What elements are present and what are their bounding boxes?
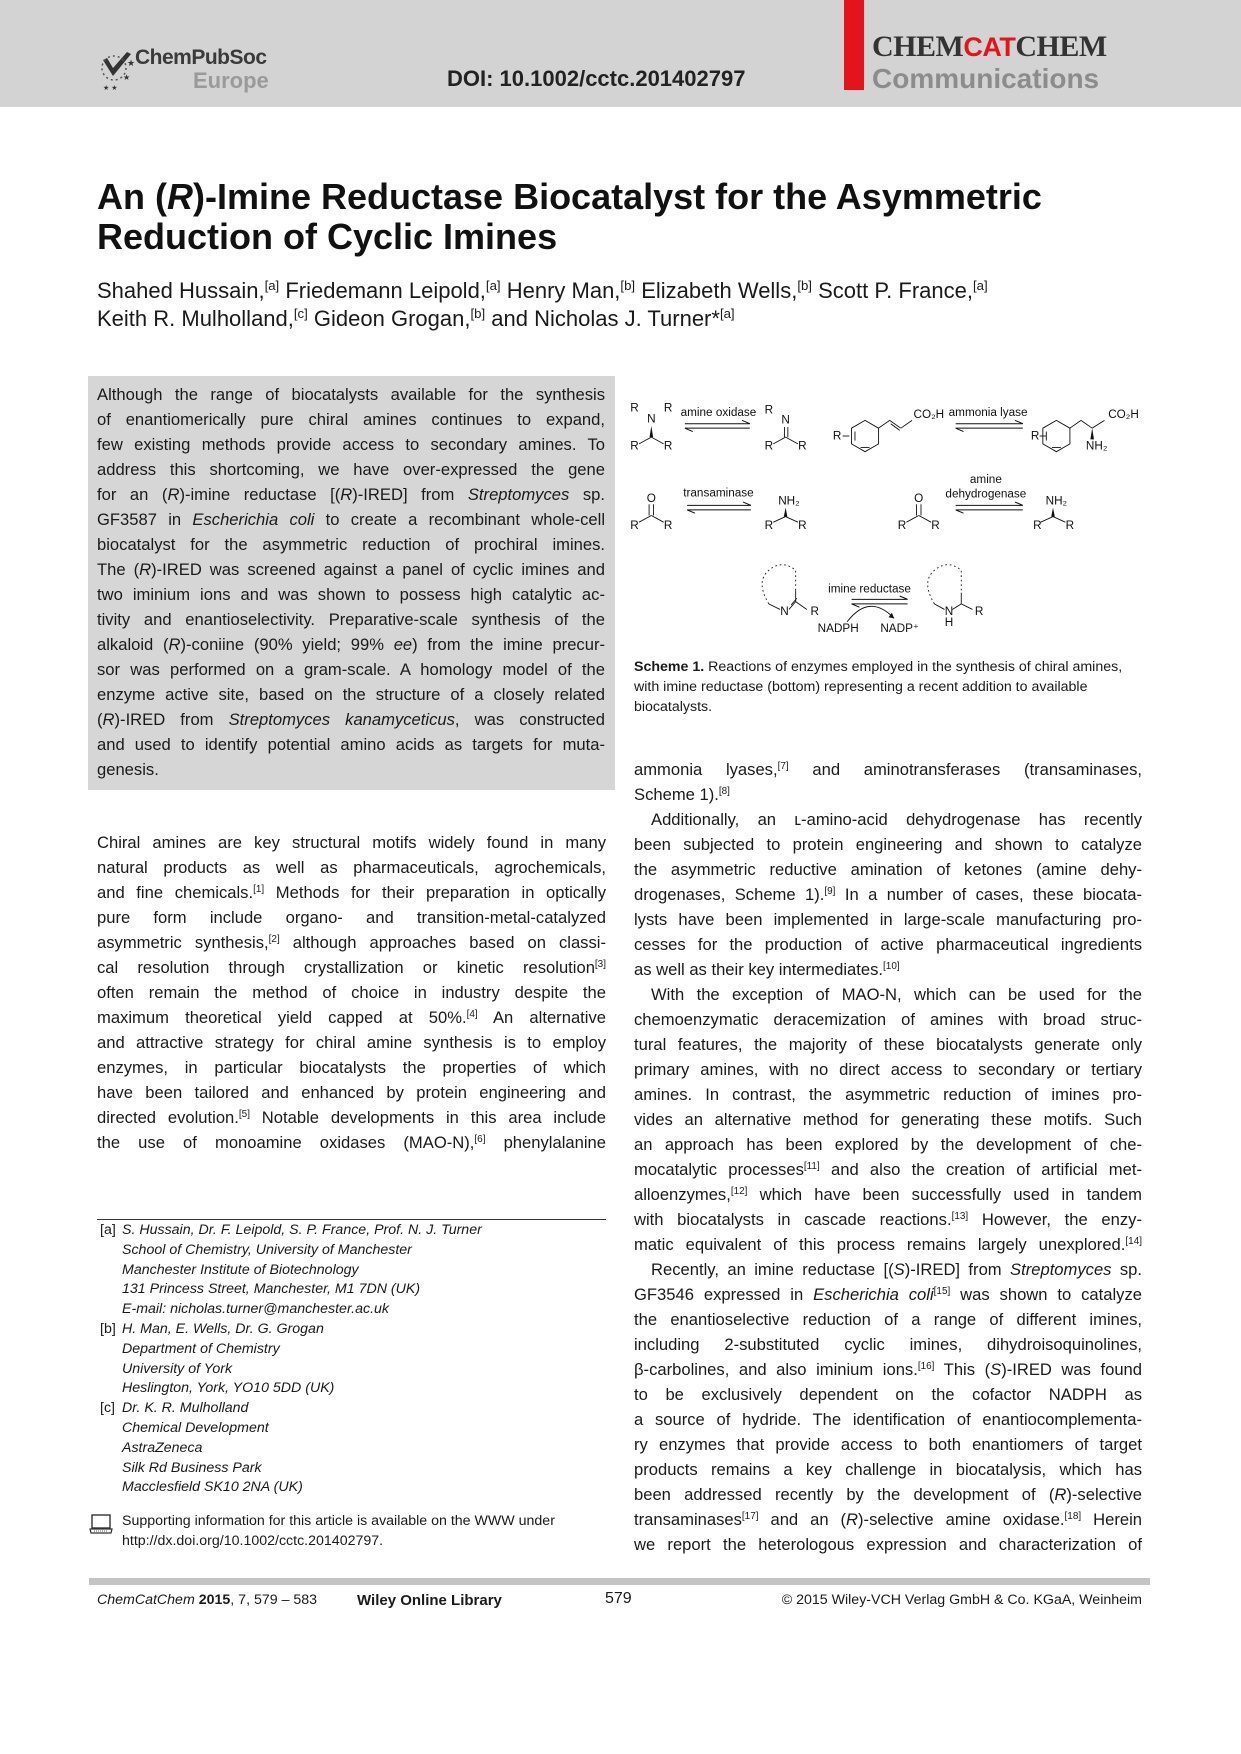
wedge-bond (1090, 428, 1094, 439)
italic-text: ee (393, 635, 413, 654)
text-line: have been tailored and enhanced by protein engineering and (97, 1083, 606, 1102)
bond (796, 602, 807, 610)
journal-title (872, 30, 1107, 64)
reference-superscript: [c] (293, 306, 308, 322)
svg-text:★ ★: ★ ★ (103, 85, 118, 92)
affiliation-line: Department of Chemistry (122, 1340, 280, 1357)
italic-text: S (893, 1260, 905, 1279)
text-line: genesis. (97, 760, 159, 779)
affiliation-line: S. Hussain, Dr. F. Leipold, S. P. France, Prof. N. J. Turner (122, 1222, 482, 1238)
text-line: an approach has been explored by the development of che- (634, 1135, 1142, 1154)
benzene-ring (852, 420, 879, 451)
bond (773, 437, 785, 444)
affiliation-line: Chemical Development (122, 1419, 269, 1436)
italic-text: Streptomyces (467, 485, 570, 504)
text-line: the enantioselective reduction of a range of different imines, (634, 1310, 1142, 1329)
affiliation-line: School of Chemistry, University of Manchester (122, 1241, 412, 1258)
text-line: natural products as well as pharmaceuticals, agrochemicals, (97, 858, 606, 877)
text-line: GF3587 in Escherichia coli to create a recombinant whole-cell (97, 510, 605, 529)
wedge-bond (1051, 508, 1055, 517)
chempubsoc-emblem-icon (97, 46, 137, 96)
text-line: ry enzymes that provide access to both enantiomers of target (634, 1435, 1142, 1454)
svg-text:★: ★ (127, 58, 136, 68)
affiliation-line: Dr. K. R. Mulholland (122, 1400, 249, 1417)
text-line: with biocatalysts in cascade reactions.[13] However, the enzy- (634, 1210, 1142, 1229)
italic-text: R (168, 635, 181, 654)
affiliation-entry (97, 1399, 617, 1498)
text-line: vides an alternative method for generating these motifs. Such (634, 1110, 1142, 1129)
forward-arrow (956, 502, 1023, 505)
reference-superscript: [a] (973, 278, 988, 294)
affiliation-line: AstraZeneca (122, 1439, 203, 1456)
text-line: the use of monoamine oxidases (MAO-N),[6] phenylalanine (97, 1133, 606, 1152)
text-line: β-carbolines, and also iminium ions.[16] This (S)-IRED was found (634, 1360, 1142, 1379)
enzyme-label-ammonia-lyase: ammonia lyase (948, 405, 1028, 419)
atom-r: R (663, 439, 673, 453)
enzyme-label-transaminase: transaminase (683, 486, 754, 500)
bond (1070, 420, 1081, 428)
reverse-arrow (852, 604, 908, 607)
text-line: we report the heterologous expression and characterization of (634, 1535, 1142, 1554)
italic-text: R (340, 485, 353, 504)
reference-superscript: [8] (718, 786, 730, 798)
publisher-name: ChemPubSoc (135, 46, 267, 69)
text-line: GF3546 expressed in Escherichia coli[15] was shown to catalyze (634, 1285, 1142, 1304)
wedge-bond (650, 426, 654, 437)
journal-accent-bar (844, 0, 864, 90)
atom-r: R (764, 518, 774, 532)
atom-r: R (798, 439, 807, 453)
text-line: of enantiomerically pure chiral amines continues to expand, (97, 410, 605, 429)
group-nh2: NH₂ (1085, 439, 1108, 453)
copyright: © 2015 Wiley-VCH Verlag GmbH & Co. KGaA, Weinheim (781, 1592, 1142, 1608)
reference-superscript: [6] (474, 1134, 486, 1146)
affiliation-line: H. Man, E. Wells, Dr. G. Grogan (122, 1320, 324, 1337)
bond (651, 437, 663, 444)
bond (639, 515, 651, 522)
supporting-info-text: Supporting information for this article is available on the WWW under (122, 1513, 555, 1529)
text-line: sor was performed on a gram-scale. A homology model of the (97, 660, 605, 679)
reference-superscript: [16] (917, 1361, 935, 1373)
chempubsoc-logo (97, 46, 287, 98)
author-list (97, 277, 988, 333)
reference-superscript: [9] (824, 886, 836, 898)
bond (901, 420, 912, 428)
text-line: tural features, the majority of these biocatalysts generate only (634, 1035, 1142, 1054)
text-line: Scheme 1).[8] (634, 785, 730, 804)
reference-superscript: [15] (933, 1286, 951, 1298)
supporting-information-note (97, 1512, 617, 1552)
reference-superscript: [11] (803, 1161, 820, 1173)
bond (1041, 517, 1053, 523)
text-line: for an (R)-imine reductase [(R)-IRED] from Streptomyces sp. (97, 485, 605, 504)
text-line: matic equivalent of this process remains largely unexplored.[14] (634, 1235, 1142, 1254)
citation-year: 2015 (198, 1592, 231, 1608)
atom-n: N (781, 413, 790, 427)
reference-superscript: [13] (951, 1211, 969, 1223)
atom-r: R (764, 403, 774, 417)
reference-superscript: [3] (594, 959, 606, 971)
body-column-right (634, 757, 1142, 1557)
affiliation-entry (97, 1320, 617, 1399)
text-line: drogenases, Scheme 1).[9] In a number of cases, these biocata- (634, 885, 1142, 904)
benzene-ring (1043, 420, 1070, 451)
reference-superscript: [5] (238, 1109, 250, 1121)
text-line: The (R)-IRED was screened against a panel of cyclic imines and (97, 560, 605, 579)
forward-arrow (852, 596, 908, 599)
atom-n: N (944, 605, 954, 619)
atom-r: R (798, 518, 807, 532)
forward-arrow (685, 420, 750, 423)
text-line: primary amines, with no direct access to secondary or tertiary (634, 1060, 1142, 1079)
bond (952, 604, 961, 610)
cofactor-nadph: NADPH (817, 621, 859, 635)
atom-r: R (1065, 518, 1075, 532)
text-line: (R)-IRED from Streptomyces kanamyceticus, was constructed (97, 710, 605, 729)
affiliation-line: 131 Princess Street, Manchester, M1 7DN (UK) (122, 1281, 421, 1298)
supporting-info-link[interactable]: http://dx.doi.org/10.1002/cctc.201402797. (122, 1532, 384, 1549)
article-title (97, 177, 1042, 257)
reverse-arrow (956, 510, 1023, 513)
group-nh2: NH₂ (778, 494, 800, 508)
atom-n: N (780, 605, 789, 619)
text-line: Shahed Hussain,[a] Friedemann Leipold,[a] Henry Man,[b] Elizabeth Wells,[b] Scott P. France,[a] (97, 278, 988, 303)
text-line: enzymes, in particular biocatalysts the properties of which (97, 1058, 606, 1077)
reference-superscript: [b] (620, 278, 636, 294)
bond (789, 602, 796, 610)
atom-o: O (914, 492, 924, 506)
cofactor-nadp: NADP⁺ (880, 621, 920, 635)
reference-superscript: [17] (741, 1511, 759, 1523)
text-line: enzyme active site, based on the structure of a closely related (97, 685, 605, 704)
atom-n: N (647, 412, 656, 426)
affiliation-tag: [b] (100, 1320, 116, 1337)
atom-r: R (974, 605, 984, 619)
atom-r: R (663, 518, 673, 532)
footer-bar (89, 1578, 1150, 1585)
enzyme-label-dehydrogenase: dehydrogenase (945, 487, 1027, 501)
text-line: alloenzymes,[12] which have been successfully used in tandem (634, 1185, 1142, 1204)
text-line: been addressed recently by the development of (R)-selective (634, 1485, 1142, 1504)
bond (773, 517, 785, 523)
bond (769, 604, 780, 610)
atom-r: R (897, 518, 907, 532)
journal-title-chem2: CHEM (1015, 30, 1107, 63)
text-line: maximum theoretical yield capped at 50%.[4] An alternative (97, 1008, 606, 1027)
affiliation-line[interactable]: E-mail: nicholas.turner@manchester.ac.uk (122, 1301, 389, 1318)
reference-superscript: [a] (264, 278, 280, 294)
scheme-caption (634, 657, 1144, 717)
affiliation-line: Manchester Institute of Biotechnology (122, 1261, 359, 1278)
reference-superscript: [a] (719, 306, 735, 322)
text-line: An (R)-Imine Reductase Biocatalyst for the Asymmetric (97, 176, 1042, 217)
bond (651, 515, 663, 522)
bond (1092, 420, 1104, 428)
text-line: pure form include organo- and transition-metal-catalyzed (97, 908, 606, 927)
atom-r: R (1030, 429, 1040, 443)
cofactor-curved-arrow (847, 606, 894, 621)
reference-superscript: [b] (470, 306, 486, 322)
bond (878, 420, 889, 428)
text-line: been subjected to protein engineering and shown to catalyze (634, 835, 1142, 854)
group-co2h: CO₂H (1108, 408, 1139, 422)
text-line: often remain the method of choice in industry despite the (97, 983, 606, 1002)
text-line: and used to identify potential amino acids as targets for muta- (97, 735, 605, 754)
italic-text: Escherichia coli (192, 510, 315, 529)
text-line: as well as their key intermediates.[10] (634, 960, 900, 979)
italic-text: Streptomyces (1010, 1260, 1112, 1279)
reference-superscript: [12] (730, 1186, 748, 1198)
publisher-region: Europe (193, 68, 269, 93)
text-line: ammonia lyases,[7] and aminotransferases (transaminases, (634, 760, 1142, 779)
citation-volume-pages: , 7, 579 – 583 (230, 1592, 318, 1608)
text-line: Keith R. Mulholland,[c] Gideon Grogan,[b] and Nicholas J. Turner*[a] (97, 306, 735, 331)
atom-r: R (810, 605, 819, 619)
atom-r: R (1033, 518, 1042, 532)
atom-r: R (630, 401, 639, 415)
text-line: and attractive strategy for chiral amine synthesis is to employ (97, 1033, 606, 1052)
page-footer (97, 1592, 1142, 1614)
svg-text:★: ★ (123, 73, 131, 82)
abstract-text (97, 382, 605, 782)
section-label: Communications (872, 63, 1100, 94)
affiliation-tag: [a] (100, 1222, 116, 1238)
bond (786, 437, 798, 444)
bond (1081, 420, 1092, 428)
bond (906, 515, 918, 522)
italic-text: R (167, 485, 180, 504)
atom-r: R (630, 439, 639, 453)
bond (919, 515, 931, 522)
footnote-divider (97, 1219, 606, 1220)
text-line: lysts have been implemented in large-scale manufacturing pro- (634, 910, 1142, 929)
forward-arrow (687, 502, 751, 505)
text-line: to be exclusively dependent on the cofactor NADPH as (634, 1385, 1142, 1404)
text-line: cal resolution through crystallization or kinetic resolution[3] (97, 958, 606, 977)
scheme-caption-text: Reactions of enzymes employed in the synthesis of chiral amines, with imine reductase (bottom) representing a recent addition to available biocatalysts. (634, 659, 1123, 715)
italic-text: R (1054, 1485, 1067, 1504)
text-line: Additionally, an ʟ-amino-acid dehydrogenase has recently (651, 810, 1142, 829)
affiliation-tag: [c] (100, 1400, 115, 1417)
reference-superscript: [b] (797, 278, 812, 294)
text-line: Chiral amines are key structural motifs widely found in many (97, 833, 606, 852)
enzyme-label-imine-reductase: imine reductase (828, 582, 911, 596)
text-line: alkaloid (R)-coniine (90% yield; 99% ee) from the imine precur- (97, 635, 605, 654)
journal-title-chem: CHEM (872, 30, 964, 63)
reference-superscript: [1] (253, 884, 265, 896)
text-line: Reduction of Cyclic Imines (97, 216, 558, 257)
reference-superscript: [4] (466, 1009, 478, 1021)
atom-r: R (832, 429, 842, 443)
citation-journal: ChemCatChem (97, 1592, 195, 1608)
italic-text: R (166, 176, 193, 217)
affiliation-line: Macclesfield SK10 2NA (UK) (122, 1479, 303, 1496)
text-line: few existing methods provide access to secondary amines. To (97, 435, 605, 454)
text-line: asymmetric synthesis,[2] although approaches based on classi- (97, 933, 606, 952)
doi-label: DOI: 10.1002/cctc.201402797 (447, 66, 746, 91)
italic-text: R (846, 1510, 859, 1529)
enzyme-label-amine-oxidase: amine oxidase (680, 405, 757, 419)
wedge-bond (784, 508, 788, 517)
italic-text: S (990, 1360, 1002, 1379)
bond (1053, 517, 1065, 523)
bond (639, 437, 651, 444)
scheme-caption-label: Scheme 1. (634, 659, 705, 675)
forward-arrow (956, 420, 1023, 423)
text-line: mocatalytic processes[11] and also the creation of artificial met- (634, 1160, 1142, 1179)
italic-text: Escherichia coli (813, 1285, 934, 1304)
text-line: Although the range of biocatalysts available for the synthesis (97, 385, 605, 404)
italic-text: R (102, 710, 115, 729)
text-line: products remains a key challenge in biocatalysis, which has (634, 1460, 1142, 1479)
affiliation-line: Heslington, York, YO10 5DD (UK) (122, 1380, 335, 1397)
text-line: directed evolution.[5] Notable developments in this area include (97, 1108, 606, 1127)
text-line: address this shortcoming, we have over-expressed the gene (97, 460, 605, 479)
affiliation-line: University of York (122, 1360, 233, 1377)
reference-superscript: [14] (1125, 1236, 1142, 1248)
text-line: and fine chemicals.[1] Methods for their preparation in optically (97, 883, 606, 902)
reverse-arrow (685, 428, 750, 431)
text-line: including 2-substituted cyclic imines, dihydroisoquinolines, (634, 1335, 1142, 1354)
atom-o: O (646, 492, 656, 506)
text-line: amines. In contrast, the asymmetric reduction of imines pro- (634, 1085, 1142, 1104)
reference-superscript: [18] (1064, 1511, 1082, 1523)
affiliation-line: Silk Rd Business Park (122, 1459, 262, 1476)
affiliation-entry (97, 1221, 617, 1320)
bond (961, 604, 972, 610)
reference-superscript: [2] (268, 934, 280, 946)
citation (97, 1592, 317, 1608)
atom-h: H (944, 616, 954, 630)
reference-superscript: [a] (485, 278, 501, 294)
reverse-arrow (956, 428, 1023, 431)
atom-r: R (931, 518, 940, 532)
text-line: biocatalyst for the asymmetric reduction of prochiral imines. (97, 535, 605, 554)
atom-r: R (764, 439, 774, 453)
text-line: transaminases[17] and an (R)-selective amine oxidase.[18] Herein (634, 1510, 1142, 1529)
ring-dashed-bond (762, 565, 796, 604)
group-co2h: CO₂H (913, 408, 945, 422)
text-line: Recently, an imine reductase [(S)-IRED] from Streptomyces sp. (651, 1260, 1142, 1279)
group-nh2: NH₂ (1045, 494, 1068, 508)
reference-superscript: [10] (883, 961, 900, 973)
text-line: the asymmetric reductive amination of ketones (amine dehy- (634, 860, 1142, 879)
text-line: With the exception of MAO-N, which can be used for the (651, 985, 1142, 1004)
journal-title-cat: CAT (963, 32, 1016, 62)
affiliations (97, 1221, 617, 1498)
ring-dashed-bond (928, 565, 962, 604)
atom-r: R (663, 401, 673, 415)
reference-superscript: [7] (777, 761, 789, 773)
reverse-arrow (687, 510, 751, 513)
bond (786, 517, 798, 523)
text-line: chemoenzymatic deracemization of amines with broad struc- (634, 1010, 1142, 1029)
italic-text: Streptomyces kanamyceticus (228, 710, 455, 729)
body-column-left (97, 830, 606, 1155)
text-line: tivity and enantioselectivity. Preparative-scale synthesis of the (97, 610, 605, 629)
italic-text: R (139, 560, 152, 579)
atom-r: R (630, 518, 639, 532)
text-line: a source of hydride. The identification of enantiocomplementa- (634, 1410, 1142, 1429)
text-line: cesses for the production of active pharmaceutical ingredients (634, 935, 1142, 954)
enzyme-label-amine: amine (969, 473, 1002, 487)
page-number: 579 (605, 1590, 632, 1607)
bond (934, 604, 944, 610)
text-line: two iminium ions and was shown to possess high catalytic ac- (97, 585, 605, 604)
wiley-online-library-link[interactable]: Wiley Online Library (357, 1592, 502, 1609)
